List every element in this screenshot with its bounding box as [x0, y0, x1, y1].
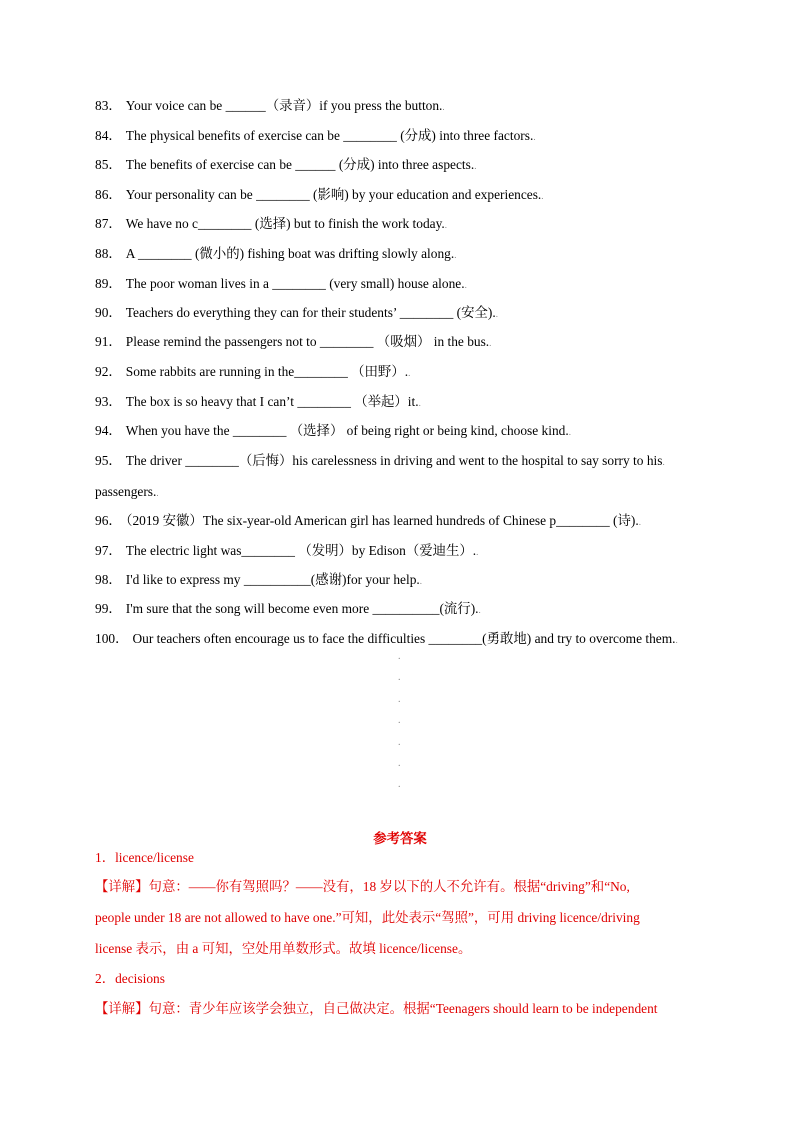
question-number: 86． — [95, 187, 122, 202]
answer-line: 【详解】句意：——你有驾照吗？——没有，18 岁以下的人不允许有。根据“driving”和“No, — [95, 879, 630, 894]
question-text: The electric light was________ （发明）by Edison（爱迪生）. — [125, 543, 477, 558]
question-text: passengers. — [95, 484, 157, 499]
question-text: I'd like to express my __________(感谢)for your help. — [125, 572, 420, 587]
question-number: 84． — [95, 128, 122, 143]
question-line — [95, 394, 421, 411]
question-line — [95, 453, 665, 470]
question-line — [95, 276, 467, 293]
question-text: Some rabbits are running in the________ （田野）. — [125, 364, 409, 379]
paragraph-mark: . — [541, 191, 544, 201]
question-text: When you have the ________ （选择） of being right or being kind, choose kind. — [125, 423, 569, 438]
paragraph-mark: . — [489, 338, 492, 348]
question-line — [95, 572, 422, 589]
separator-dots: . . . . . . . — [398, 651, 401, 791]
question-text: Please remind the passengers not to ________ （吸烟） in the bus. — [125, 334, 490, 349]
paragraph-mark: . — [418, 398, 421, 408]
paragraph-mark: . — [662, 457, 665, 467]
question-text: （2019 安徽）The six-year-old American girl has learned hundreds of Chinese p________ (诗). — [125, 513, 639, 528]
answer-line: 2．decisions — [95, 971, 165, 986]
question-text: The poor woman lives in a ________ (very small) house alone. — [125, 276, 465, 291]
question-text: Your personality can be ________ (影响) by your education and experiences. — [125, 187, 542, 202]
question-number: 92． — [95, 364, 122, 379]
answers-title: 参考答案 — [373, 831, 427, 846]
question-line — [95, 157, 476, 174]
question-number: 95． — [95, 453, 122, 468]
question-number: 90． — [95, 305, 122, 320]
question-line — [95, 98, 445, 115]
question-number: 98． — [95, 572, 122, 587]
question-text: We have no c________ (选择) but to finish the work today. — [125, 216, 445, 231]
question-line — [95, 601, 481, 618]
question-number: 97． — [95, 543, 122, 558]
question-text: I'm sure that the song will become even more __________(流行). — [125, 601, 479, 616]
question-text: The box is so heavy that I can’t ________ （举起）it. — [125, 394, 419, 409]
question-number: 89． — [95, 276, 122, 291]
paragraph-mark: . — [454, 250, 457, 260]
question-text: Our teachers often encourage us to face the difficulties ________(勇敢地) and try to overcome them. — [132, 631, 676, 646]
question-text: Your voice can be ______（录音）if you press the button. — [125, 98, 443, 113]
paragraph-mark: . — [675, 635, 678, 645]
paragraph-mark: . — [464, 280, 467, 290]
question-line — [95, 364, 410, 381]
question-line — [95, 187, 544, 204]
question-text: Teachers do everything they can for their students’ ________ (安全). — [125, 305, 496, 320]
question-line — [95, 216, 447, 233]
paragraph-mark: . — [408, 368, 411, 378]
paragraph-mark: . — [476, 547, 479, 557]
question-line — [95, 513, 641, 530]
question-number: 91． — [95, 334, 122, 349]
paragraph-mark: . — [478, 605, 481, 615]
question-line — [95, 423, 571, 440]
question-number: 93． — [95, 394, 122, 409]
paragraph-mark: . — [495, 309, 498, 319]
answer-line: license 表示，由 a 可知，空处用单数形式。故填 licence/license。 — [95, 941, 472, 956]
paragraph-mark: . — [419, 576, 423, 586]
question-line — [95, 543, 478, 560]
answer-line: 【详解】句意：青少年应该学会独立，自己做决定。根据“Teenagers should learn to be independent — [95, 1001, 658, 1016]
question-line — [95, 128, 536, 145]
answer-line: 1．licence/license — [95, 850, 194, 865]
question-line — [95, 334, 491, 351]
question-line — [95, 484, 159, 501]
question-number: 96． — [95, 513, 122, 528]
question-text: The benefits of exercise can be ______ (分成) into three aspects. — [125, 157, 475, 172]
paragraph-mark: . — [568, 427, 571, 437]
paragraph-mark: . — [638, 517, 641, 527]
paragraph-mark: . — [156, 488, 159, 498]
question-number: 83． — [95, 98, 122, 113]
question-text: A ________ (微小的) fishing boat was drifting slowly along. — [125, 246, 455, 261]
question-line — [95, 305, 498, 322]
question-text: The physical benefits of exercise can be ________ (分成) into three factors. — [125, 128, 534, 143]
question-number: 87． — [95, 216, 122, 231]
answer-line: people under 18 are not allowed to have one.”可知，此处表示“驾照”，可用 driving licence/driving — [95, 910, 640, 925]
question-line — [95, 631, 678, 648]
paragraph-mark: . — [442, 102, 445, 112]
paragraph-mark: . — [533, 132, 536, 142]
question-number: 94． — [95, 423, 122, 438]
question-number: 85． — [95, 157, 122, 172]
question-number: 100． — [95, 631, 129, 646]
question-line — [95, 246, 456, 263]
question-number: 88． — [95, 246, 122, 261]
paragraph-mark: . — [474, 161, 477, 171]
question-number: 99． — [95, 601, 122, 616]
paragraph-mark: . — [444, 220, 448, 230]
question-text: The driver ________（后悔）his carelessness in driving and went to the hospital to say sorry to his — [125, 453, 663, 468]
